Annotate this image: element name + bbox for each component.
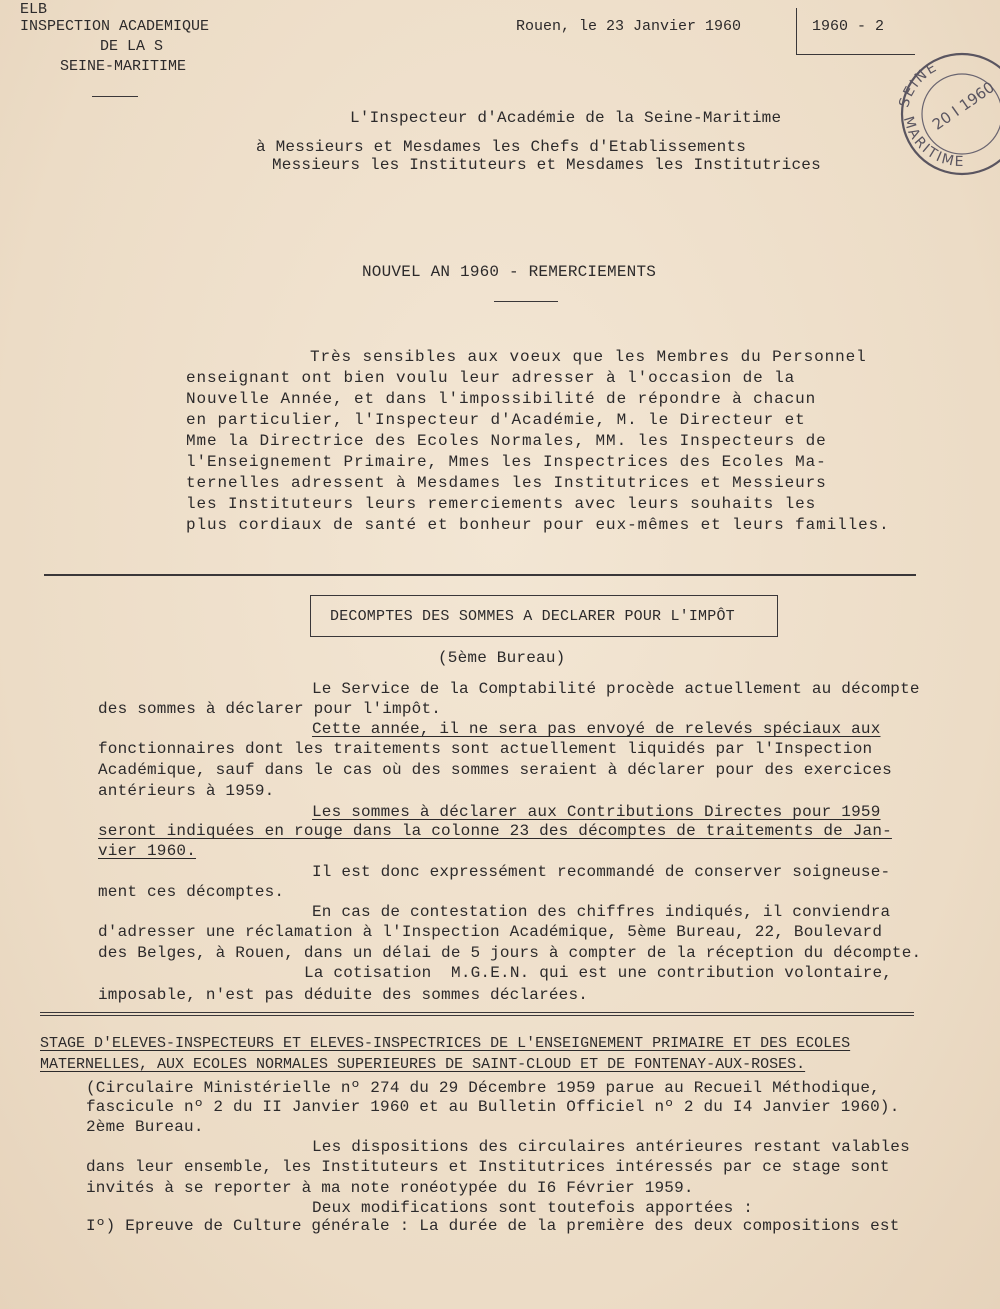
paragraph-line: Académique, sauf dans le cas où des sommes seraient à déclarer pour des exercices [98, 761, 892, 779]
paragraph-line: Nouvelle Année, et dans l'impossibilité de répondre à chacun [186, 390, 817, 408]
paragraph-line: Cette année, il ne sera pas envoyé de relevés spéciaux aux [312, 720, 881, 738]
stamp-bottom-text: MARITIME [899, 114, 966, 171]
stamp-top-text: SEINE [896, 58, 941, 110]
paragraph-line: des Belges, à Rouen, dans un délai de 5 jours à compter de la réception du décompte. [98, 944, 922, 962]
paragraph-line: des sommes à déclarer pour l'impôt. [98, 700, 442, 718]
header-reference: 1960 - 2 [812, 18, 885, 35]
header-org-line: DE LA S [100, 38, 164, 55]
section-title-rule [494, 301, 558, 302]
section-divider [40, 1012, 914, 1016]
paragraph-line: invités à se reporter à ma note ronéotypée du I6 Février 1959. [86, 1179, 694, 1197]
paragraph-line: Deux modifications sont toutefois apportées : [312, 1199, 754, 1217]
section-divider [44, 574, 916, 576]
header-date: Rouen, le 23 Janvier 1960 [516, 18, 742, 35]
header-underline [92, 96, 138, 97]
paragraph-line: ment ces décomptes. [98, 883, 285, 901]
stamp-date-text: 20 I 1960 [929, 78, 998, 134]
paragraph-line: Les sommes à déclarer aux Contributions Directes pour 1959 [312, 803, 881, 821]
section-title: DECOMPTES DES SOMMES A DECLARER POUR L'IMPÔT [330, 608, 735, 625]
paragraph-line: 2ème Bureau. [86, 1118, 204, 1136]
paragraph-line: En cas de contestation des chiffres indiqués, il conviendra [312, 903, 891, 921]
section-title: NOUVEL AN 1960 - REMERCIEMENTS [362, 263, 657, 281]
paragraph-line: l'Enseignement Primaire, Mmes les Inspectrices des Ecoles Ma- [186, 453, 827, 471]
paragraph-line: plus cordiaux de santé et bonheur pour eux-mêmes et leurs familles. [186, 516, 890, 534]
paragraph-line: vier 1960. [98, 842, 197, 860]
paragraph-line: imposable, n'est pas déduite des sommes déclarées. [98, 986, 589, 1004]
recipient-line: Messieurs les Instituteurs et Mesdames les Institutrices [272, 156, 821, 174]
paragraph-line: enseignant ont bien voulu leur adresser à l'occasion de la [186, 369, 796, 387]
paragraph-line: seront indiquées en rouge dans la colonne 23 des décomptes de traitements de Jan- [98, 822, 892, 840]
section-subtitle: (5ème Bureau) [438, 649, 566, 667]
section-title: STAGE D'ELEVES-INSPECTEURS ET ELEVES-INSPECTRICES DE L'ENSEIGNEMENT PRIMAIRE ET DES ECOLES [40, 1035, 851, 1052]
paragraph-line: Il est donc expressément recommandé de conserver soigneuse- [312, 863, 891, 881]
paragraph-line: Les dispositions des circulaires antérieures restant valables [312, 1138, 910, 1156]
paragraph-line: antérieurs à 1959. [98, 782, 275, 800]
postmark-stamp-icon [890, 38, 1000, 178]
paragraph-line: Mme la Directrice des Ecoles Normales, MM. les Inspecteurs de [186, 432, 827, 450]
recipient-line: à Messieurs et Mesdames les Chefs d'Etablissements [256, 138, 747, 156]
paragraph-line: les Instituteurs leurs remerciements avec leurs souhaits les [186, 495, 817, 513]
paragraph-line: Le Service de la Comptabilité procède actuellement au décompte [312, 680, 920, 698]
paragraph-line: Iº) Epreuve de Culture générale : La durée de la première des deux compositions est [86, 1217, 900, 1235]
header-code: ELB [20, 1, 48, 18]
section-title: MATERNELLES, AUX ECOLES NORMALES SUPERIEURES DE SAINT-CLOUD ET DE FONTENAY-AUX-ROSES. [40, 1056, 806, 1073]
header-org-line: SEINE-MARITIME [60, 58, 187, 75]
sender-line: L'Inspecteur d'Académie de la Seine-Maritime [350, 109, 782, 127]
paragraph-line: ternelles adressent à Mesdames les Institutrices et Messieurs [186, 474, 827, 492]
paragraph-line: La cotisation M.G.E.N. qui est une contribution volontaire, [304, 964, 893, 982]
paragraph-line: en particulier, l'Inspecteur d'Académie, M. le Directeur et [186, 411, 806, 429]
paragraph-line: fonctionnaires dont les traitements sont actuellement liquidés par l'Inspection [98, 740, 873, 758]
paragraph-line: fascicule nº 2 du II Janvier 1960 et au Bulletin Officiel nº 2 du I4 Janvier 1960). [86, 1098, 900, 1116]
header-org-line: INSPECTION ACADEMIQUE [20, 18, 210, 35]
svg-text:SEINE [896, 59, 941, 110]
paragraph-line: d'adresser une réclamation à l'Inspection Académique, 5ème Bureau, 22, Boulevard [98, 923, 883, 941]
paragraph-line: Très sensibles aux voeux que les Membres du Personnel [310, 348, 867, 366]
paragraph-line: dans leur ensemble, les Instituteurs et Institutrices intéressés par ce stage sont [86, 1158, 890, 1176]
paragraph-line: (Circulaire Ministérielle nº 274 du 29 Décembre 1959 parue au Recueil Méthodique, [86, 1079, 880, 1097]
